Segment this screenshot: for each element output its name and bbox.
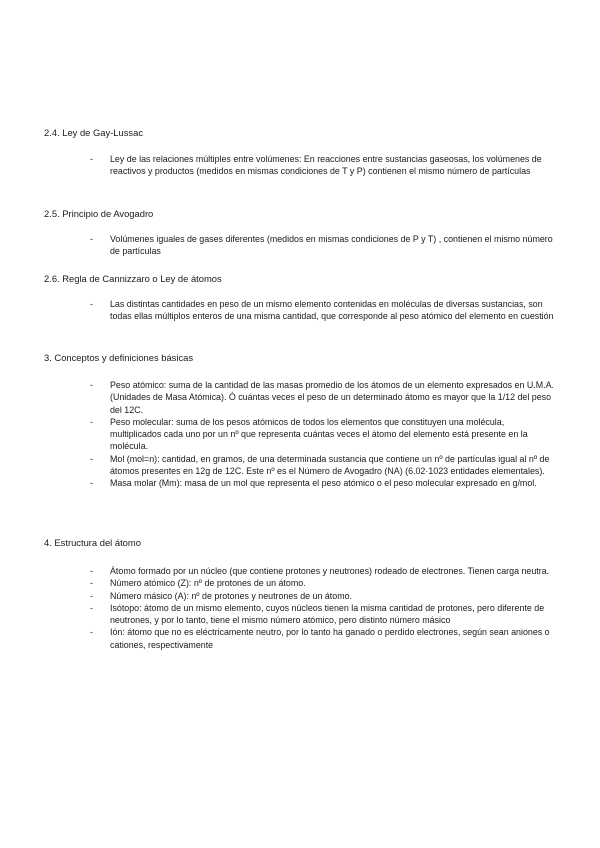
bullet-dash: - [90, 590, 93, 601]
section-heading: 2.4. Ley de Gay-Lussac [44, 127, 144, 138]
list-item-text: Volúmenes iguales de gases diferentes (medidos en mismas condiciones de P y T) , contienen el mismo número de partículas [110, 234, 553, 257]
list-item-text: Isótopo: átomo de un mismo elemento, cuyos núcleos tienen la misma cantidad de protones, pero diferente de neutrones, y por lo tanto, tiene el mismo número atómico, pero distinto número másico [110, 602, 545, 626]
list-item-text: Ley de las relaciones múltiples entre volúmenes: En reacciones entre sustancias gaseosas, los volúmenes de reactivos y productos (medidos en mismas condiciones de T y P) contienen el mismo número de partículas [110, 154, 542, 177]
list-item-text: Átomo formado por un núcleo (que contiene protones y neutrones) rodeado de electrones. Tienen carga neutra. [110, 566, 550, 576]
bullet-dash: - [90, 154, 93, 164]
list-item [44, 453, 556, 478]
list-item-text: Número atómico (Z): nº de protones de un átomo. [110, 578, 306, 589]
bullet-dash: - [90, 478, 93, 489]
bullet-dash: - [90, 453, 93, 464]
list-item-text: Las distintas cantidades en peso de un mismo elemento contenidas en moléculas de diversas sustancias, son todas ellas múltiplos enteros de una misma cantidad, que corresponde al peso atómico del elemento en cuestión [110, 299, 554, 322]
bullet-dash: - [90, 416, 93, 427]
section-estructura-atomo [44, 537, 556, 651]
bullet-dash: - [90, 566, 93, 576]
bullet-dash: - [90, 602, 93, 613]
list-item-text: Ión: átomo que no es eléctricamente neutro, por lo tanto ha ganado o perdido electrones, según sean aniones o cationes, respectivamente [110, 627, 550, 650]
section-conceptos [44, 352, 556, 490]
list-item-text: Masa molar (Mm): masa de un mol que representa el peso atómico o el peso molecular expresado en g/mol. [110, 478, 537, 489]
list-item [44, 565, 556, 577]
list-item [44, 602, 556, 627]
section-heading: 4. Estructura del átomo [44, 537, 141, 548]
bullet-dash: - [90, 299, 93, 309]
list-item [44, 233, 556, 258]
list-item-text: Mol (mol=n): cantidad, en gramos, de una determinada sustancia que contiene un nº de partículas igual al nº de átomos presentes en 12g de 12C. Este nº es el Número de Avogadro (NA) (6.02·1023 entidades elementales). [110, 453, 550, 477]
section-heading: 3. Conceptos y definiciones básicas [44, 352, 194, 363]
section-heading: 2.5. Principio de Avogadro [44, 208, 154, 219]
list-item-text: Peso molecular: suma de los pesos atómicos de todos los elementos que constituyen una molécula, multiplicados cada uno por un nº que representa cuántas veces el átomo del elemento está presente en la molécula. [110, 416, 528, 452]
list-item-text: Número másico (A): nº de protones y neutrones de un átomo. [110, 590, 353, 601]
section-list [44, 565, 556, 651]
bullet-dash: - [90, 234, 93, 244]
list-item [44, 626, 556, 651]
section-list [44, 233, 556, 258]
bullet-dash: - [90, 380, 93, 390]
section-avogadro [44, 208, 556, 258]
list-item [44, 590, 556, 602]
section-list [44, 379, 556, 490]
section-cannizzaro [44, 273, 556, 323]
section-gay-lussac [44, 127, 556, 178]
section-heading: 2.6. Regla de Cannizzaro o Ley de átomos [44, 273, 222, 284]
list-item [44, 416, 556, 453]
list-item [44, 577, 556, 589]
section-list [44, 298, 556, 323]
list-item [44, 153, 556, 178]
list-item [44, 379, 556, 416]
section-list [44, 153, 556, 178]
list-item [44, 298, 556, 323]
bullet-dash: - [90, 578, 93, 589]
bullet-dash: - [90, 627, 93, 638]
list-item-text: Peso atómico: suma de la cantidad de las masas promedio de los átomos de un elemento expresados en U.M.A. (Unidades de Masa Atómica). Ó cuántas veces el peso de un determinado átomo es mayor que la 1/12 del peso del 12C. [110, 380, 554, 415]
list-item [44, 477, 556, 489]
